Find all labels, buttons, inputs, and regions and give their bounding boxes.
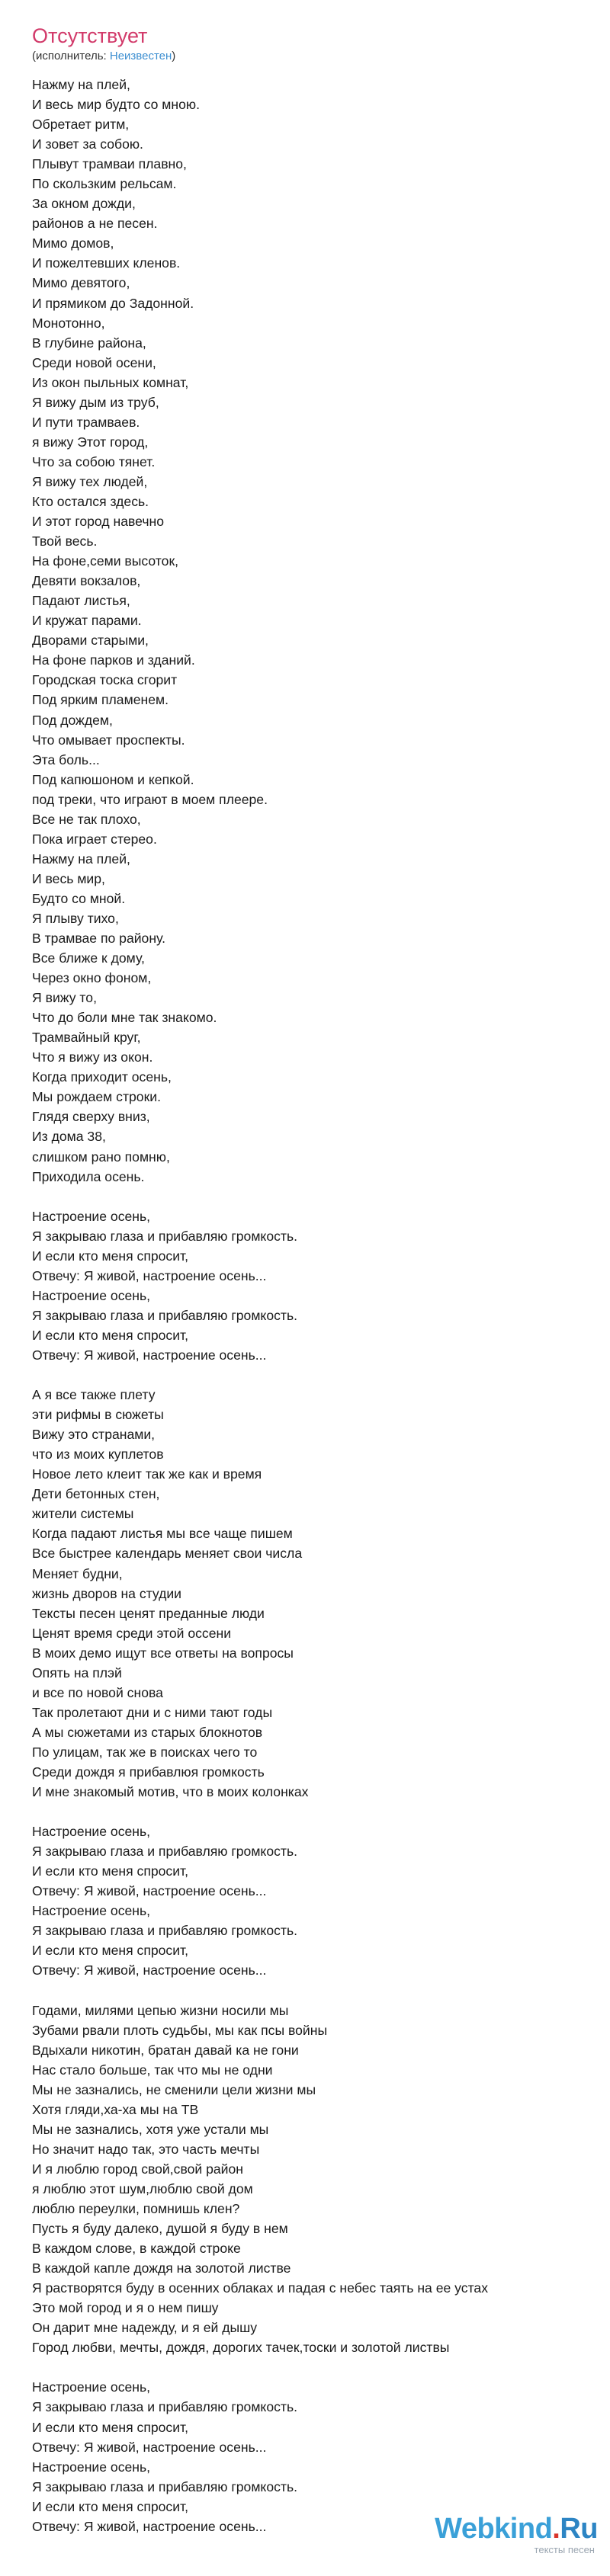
lyric-line: и все по новой снова [32,1684,163,1700]
lyric-line: И мне знакомый мотив, что в моих колонках [32,1784,309,1800]
lyric-line: Мимо домов, [32,235,114,252]
lyric-line: И если кто меня спросит, [32,2419,189,2435]
lyric-line: Отвечу: Я живой, настроение осень... [32,1883,267,1899]
lyric-line: Городская тоска сгорит [32,672,178,688]
lyric-line: Когда приходит осень, [32,1069,172,1085]
stanza-break [32,1981,596,2001]
lyric-line: Эта боль... [32,751,100,767]
lyric-line: Отвечу: Я живой, настроение осень... [32,1962,267,1978]
lyric-line: я люблю этот шум,люблю свой дом [32,2180,253,2196]
lyric-line: Обретает ритм, [32,117,130,133]
lyric-line: Все ближе к дому, [32,950,145,966]
lyric-line: Опять на плэй [32,1664,122,1680]
lyric-line: Мы рождаем строки. [32,1089,161,1105]
lyric-line: И пожелтевших кленов. [32,255,181,271]
lyric-line: Что я вижу из окон. [32,1049,153,1065]
lyric-line: Настроение осень, [32,1287,151,1303]
lyric-line: Отвечу: Я живой, настроение осень... [32,2439,267,2455]
lyric-line: Настроение осень, [32,1903,151,1919]
lyric-line: Приходила осень. [32,1168,145,1184]
lyric-line: А мы сюжетами из старых блокнотов [32,1724,263,1740]
lyric-line: И весь мир, [32,870,105,886]
lyric-line: Пусть я буду далеко, душой я буду в нем [32,2221,288,2237]
lyric-line: Я закрываю глаза и прибавляю громкость. [32,1228,298,1244]
stanza-break [32,1187,596,1206]
lyric-line: Твой весь. [32,533,98,549]
lyric-line: Новое лето клеит так же как и время [32,1466,262,1482]
lyric-line: По улицам, так же в поисках чего то [32,1744,258,1760]
stanza-break [32,2357,596,2377]
lyric-line: Нажму на плей, [32,77,130,92]
lyric-line: И весь мир будто со мною. [32,97,200,113]
lyric-line: И если кто меня спросит, [32,1248,189,1264]
lyric-line: Среди дождя я прибавлюя громкость [32,1764,265,1780]
lyric-line: За окном дожди, [32,196,136,212]
site-tagline: тексты песен [534,2544,595,2555]
lyric-line: Трамвайный круг, [32,1030,141,1046]
lyric-line: Я вижу дым из труб, [32,394,159,410]
lyric-line: И я люблю город свой,свой район [32,2161,243,2177]
lyric-line: я вижу Этот город, [32,434,149,450]
lyric-line: Настроение осень, [32,2379,151,2395]
lyric-line: Отвечу: Я живой, настроение осень... [32,1267,267,1283]
artist-link[interactable]: Неизвестен [109,50,172,62]
lyric-line: Меняет будни, [32,1565,123,1581]
lyric-line: И кружат парами. [32,613,142,629]
lyric-line: Плывут трамваи плавно, [32,156,187,172]
lyric-line: И если кто меня спросит, [32,1863,189,1879]
lyric-line: И если кто меня спросит, [32,1327,189,1343]
lyric-line: Кто остался здесь. [32,493,149,509]
lyric-line: Когда падают листья мы все чаще пишем [32,1526,293,1542]
lyric-line: Мы не зазнались, не сменили цели жизни мы [32,2081,316,2097]
lyric-line: Ценят время среди этой оссени [32,1625,232,1641]
lyric-line: Годами, милями цепью жизни носили мы [32,2002,289,2018]
lyric-line: Что за собою тянет. [32,453,156,469]
lyric-line: Я плыву тихо, [32,910,119,926]
lyric-line: Настроение осень, [32,1208,151,1224]
lyric-line: И пути трамваев. [32,414,140,430]
lyric-line: На фоне парков и зданий. [32,652,195,668]
lyric-line: Я закрываю глаза и прибавляю громкость. [32,1923,298,1939]
lyric-line: И прямиком до Задонной. [32,295,194,311]
lyric-line: Девяти вокзалов, [32,573,141,589]
lyric-line: Через окно фоном, [32,970,152,986]
lyric-line: Нажму на плей, [32,851,130,867]
performer-suffix: ) [172,50,176,62]
performer-line [32,49,596,64]
lyric-line: Я закрываю глаза и прибавляю громкость. [32,1844,298,1860]
lyric-line: эти рифмы в сюжеты [32,1407,164,1423]
song-page [32,23,596,2536]
lyrics-block [32,75,596,2536]
lyric-line: Дворами старыми, [32,633,149,649]
lyric-line: Под ярким пламенем. [32,692,169,708]
lyric-line: Под дождем, [32,712,113,728]
lyric-line: Город любви, мечты, дождя, дорогих тачек,тоски и золотой листвы [32,2340,450,2356]
lyric-line: В каждом слове, в каждой строке [32,2241,241,2257]
lyric-line: Среди новой осени, [32,354,156,370]
lyric-line: Глядя сверху вниз, [32,1109,150,1125]
lyric-line: На фоне,семи высоток, [32,553,179,569]
lyric-line: районов а не песен. [32,216,158,232]
lyric-line: Нас стало больше, так что мы не одни [32,2062,273,2078]
lyric-line: В моих демо ищут все ответы на вопросы [32,1645,294,1661]
webkind-logo: Webkind.Ru [435,2513,598,2545]
lyric-line: Что омывает проспекты. [32,732,185,748]
lyric-line: слишком рано помню, [32,1149,170,1165]
lyric-line: Настроение осень, [32,2459,151,2475]
lyric-line: В глубине района, [32,335,146,351]
lyric-line: Я растворятся буду в осенних облаках и падая с небес таять на ее устах [32,2280,489,2296]
lyric-line: жители системы [32,1506,134,1522]
site-watermark [435,2514,598,2555]
lyric-line: А я все также плету [32,1387,156,1403]
lyric-line: люблю переулки, помнишь клен? [32,2201,240,2217]
lyric-line: В каждой капле дождя на золотой листве [32,2260,291,2276]
lyric-line: Падают листья, [32,593,130,609]
lyric-line: Все быстрее календарь меняет свои числа [32,1546,303,1562]
lyric-line: что из моих куплетов [32,1447,164,1463]
lyric-line: Отвечу: Я живой, настроение осень... [32,1347,267,1363]
lyric-line: Я закрываю глаза и прибавляю громкость. [32,2478,298,2494]
lyric-line: Мимо девятого, [32,275,130,291]
lyric-line: Будто со мной. [32,890,126,906]
lyric-line: Мы не зазнались, хотя уже устали мы [32,2121,269,2137]
lyric-line: В трамвае по району. [32,931,165,947]
lyric-line: Я закрываю глаза и прибавляю громкость. [32,2399,298,2415]
lyric-line: Так пролетают дни и с ними тают годы [32,1704,273,1720]
lyric-line: Он дарит мне надежду, и я ей дышу [32,2320,258,2336]
lyric-line: Я вижу тех людей, [32,473,148,489]
lyric-line: Из дома 38, [32,1129,106,1145]
lyric-line: И этот город навечно [32,514,164,530]
performer-prefix: (исполнитель: [32,50,110,62]
lyric-line: Но значит надо так, это часть мечты [32,2141,260,2157]
lyric-line: Пока играет стерео. [32,831,157,847]
lyric-line: Под капюшоном и кепкой. [32,771,194,787]
stanza-break [32,1365,596,1385]
lyric-line: Вдыхали никотин, братан давай ка не гони [32,2042,299,2058]
lyric-line: Из окон пыльных комнат, [32,374,189,390]
lyric-line: жизнь дворов на студии [32,1585,182,1601]
lyric-line: Что до боли мне так знакомо. [32,1010,217,1026]
lyric-line: Вижу это странами, [32,1427,156,1443]
lyric-line: Тексты песен ценят преданные люди [32,1605,265,1621]
lyric-line: Зубами рвали плоть судьбы, мы как псы войны [32,2022,328,2038]
lyric-line: И зовет за собою. [32,136,143,152]
lyric-line: Настроение осень, [32,1824,151,1840]
lyric-line: И если кто меня спросит, [32,2498,189,2514]
lyric-line: Я закрываю глаза и прибавляю громкость. [32,1307,298,1323]
song-title: Отсутствует [32,24,148,47]
lyric-line: Отвечу: Я живой, настроение осень... [32,2518,267,2534]
stanza-break [32,1802,596,1821]
lyric-line: под треки, что играют в моем плеере. [32,791,268,807]
lyric-line: И если кто меня спросит, [32,1943,189,1959]
lyric-line: Хотя гляди,ха-ха мы на ТВ [32,2101,199,2117]
lyric-line: Все не так плохо, [32,811,141,827]
lyric-line: Дети бетонных стен, [32,1486,160,1502]
lyric-line: Монотонно, [32,315,105,331]
lyric-line: Это мой город и я о нем пишу [32,2300,219,2316]
lyric-line: Я вижу то, [32,990,97,1006]
lyric-line: По скользким рельсам. [32,176,177,192]
